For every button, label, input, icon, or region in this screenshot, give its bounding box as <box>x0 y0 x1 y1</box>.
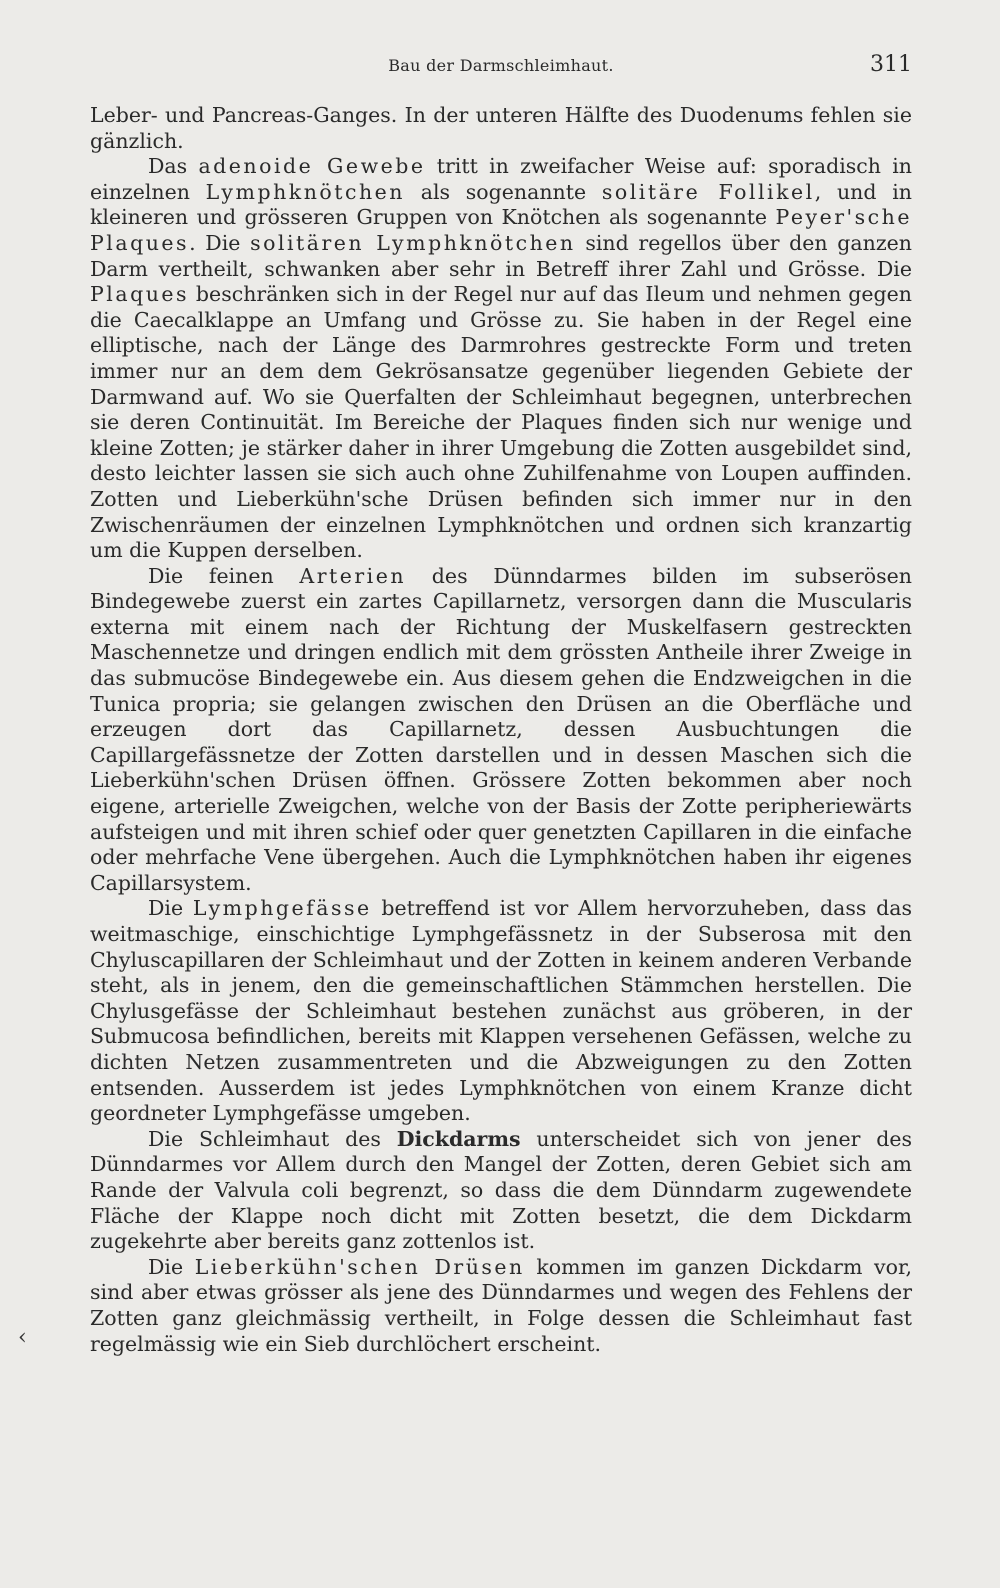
paragraph <box>90 1127 912 1255</box>
emphasized-term: solitäre Follikel <box>601 179 815 204</box>
text-run: Die <box>148 1254 195 1279</box>
emphasized-term: Plaques <box>90 282 190 307</box>
text-run: sind regellos über den ganzen Darm vertheilt, schwanken aber sehr in Betreff ihrer Zahl und Grösse. Die <box>90 230 912 281</box>
text-run: unterscheidet sich von jener des Dünndarmes vor Allem durch den Mangel der Zotten, deren Gebiet sich am Rande der Valvula coli begrenzt, so dass die dem Dünndarm zugewendete Fläche der Klappe noch dicht mit Zotten besetzt, die dem Dickdarm zugekehrte aber bereits ganz zottenlos ist. <box>90 1126 913 1254</box>
margin-mark: ‹ <box>18 1325 27 1350</box>
text-run: . Die <box>189 230 251 255</box>
page-number: 311 <box>870 52 912 77</box>
emphasized-term: adenoide Gewebe <box>198 154 426 179</box>
emphasized-term: Peyer'sche Plaques <box>90 205 912 255</box>
running-head <box>90 50 912 82</box>
text-run: tritt in zweifacher Weise auf: sporadisch in einzelnen <box>90 154 912 204</box>
paragraph <box>90 564 912 897</box>
text-run: des Dünndarmes bilden im subserösen Bindegewebe zuerst ein zartes Capillarnetz, versorgen dann die Muscularis externa mit einem nach der Richtung der Muskelfasern gestreckten Maschennetze und dringen endlich mit dem grössten Antheile ihrer Zweige in das submucöse Bindegewebe ein. Aus diesem gehen die Endzweigchen in die Tunica propria; sie gelangen zwischen den Drüsen an die Oberfläche und erzeugen dort das Capillarnetz, dessen Ausbuchtungen die Capillargefässnetze der Zotten darstellen und in dessen Maschen sich die Lieberkühn'schen Drüsen öffnen. Grössere Zotten bekommen aber noch eigene, arterielle Zweigchen, welche von der Basis der Zotte peripheriewärts aufsteigen und mit ihren schief oder quer genetzten Capillaren in die einfache oder mehrfache Vene übergehen. Auch die Lymphknötchen haben ihr eigenes Capillarsystem. <box>90 563 912 895</box>
text-run: Die <box>148 896 193 921</box>
paragraph <box>90 1255 912 1357</box>
text-run: betreffend ist vor Allem hervorzuheben, dass das weitmaschige, einschichtige Lymphgefässnetz in der Subserosa mit den Chyluscapillaren der Schleimhaut und der Zotten in keinem anderen Verbande steht, als in jenem, den die gemeinschaftlichen Stämmchen herstellen. Die Chylusgefässe der Schleimhaut bestehen zunächst aus gröberen, in der Submucosa befindlichen, bereits mit Klappen versehenen Gefässen, welche zu dichten Netzen zusammentreten und die Abzweigungen zu den Zotten entsenden. Ausserdem ist jedes Lymphknötchen von einem Kranze dicht geordneter Lymphgefässe umgeben. <box>90 896 912 1126</box>
emphasized-term: Lymphgefässe <box>192 896 372 921</box>
text-run: kommen im ganzen Dickdarm vor, sind aber etwas grösser als jene des Dünndarmes und wegen des Fehlens der Zotten ganz gleichmässig vertheilt, in Folge dessen die Schleimhaut fast regelmässig wie ein Sieb durchlöchert erscheint. <box>90 1254 913 1356</box>
text-run: Das <box>148 154 199 179</box>
paragraph <box>90 154 912 564</box>
paragraph <box>90 896 912 1126</box>
text-run: Die feinen <box>148 563 300 588</box>
body-text <box>90 103 912 1357</box>
emphasized-term: Lieberkühn'schen Drüsen <box>194 1254 525 1279</box>
paragraph <box>90 103 912 154</box>
bold-term: Dickdarms <box>396 1126 521 1151</box>
emphasized-term: Arterien <box>299 563 407 588</box>
emphasized-term: Lymphknötchen <box>205 179 405 204</box>
text-run: Leber- und Pancreas-Ganges. In der unteren Hälfte des Duodenums fehlen sie gänzlich. <box>90 103 912 153</box>
emphasized-term: solitären Lymphknötchen <box>250 230 576 255</box>
text-run: , und in kleineren und grösseren Gruppen von Knötchen als sogenannte <box>90 179 912 230</box>
running-head-title: Bau der Darmschleimhaut. <box>388 56 614 75</box>
text-run: Die Schleimhaut des <box>148 1126 397 1151</box>
text-run: als sogenannte <box>405 179 602 204</box>
text-run: beschränken sich in der Regel nur auf das Ileum und nehmen gegen die Caecalklappe an Umfang und Grösse zu. Sie haben in der Regel eine elliptische, nach der Länge des Darmrohres gestreckte Form und treten immer nur an dem dem Gekrösansatze gegenüber liegenden Gebiete der Darmwand auf. Wo sie Querfalten der Schleimhaut begegnen, unterbrechen sie deren Continuität. Im Bereiche der Plaques finden sich nur wenige und kleine Zotten; je stärker daher in ihrer Umgebung die Zotten ausgebildet sind, desto leichter lassen sie sich auch ohne Zuhilfenahme von Loupen auffinden. Zotten und Lieberkühn'sche Drüsen befinden sich immer nur in den Zwischenräumen der einzelnen Lymphknötchen und ordnen sich kranzartig um die Kuppen derselben. <box>90 282 912 563</box>
